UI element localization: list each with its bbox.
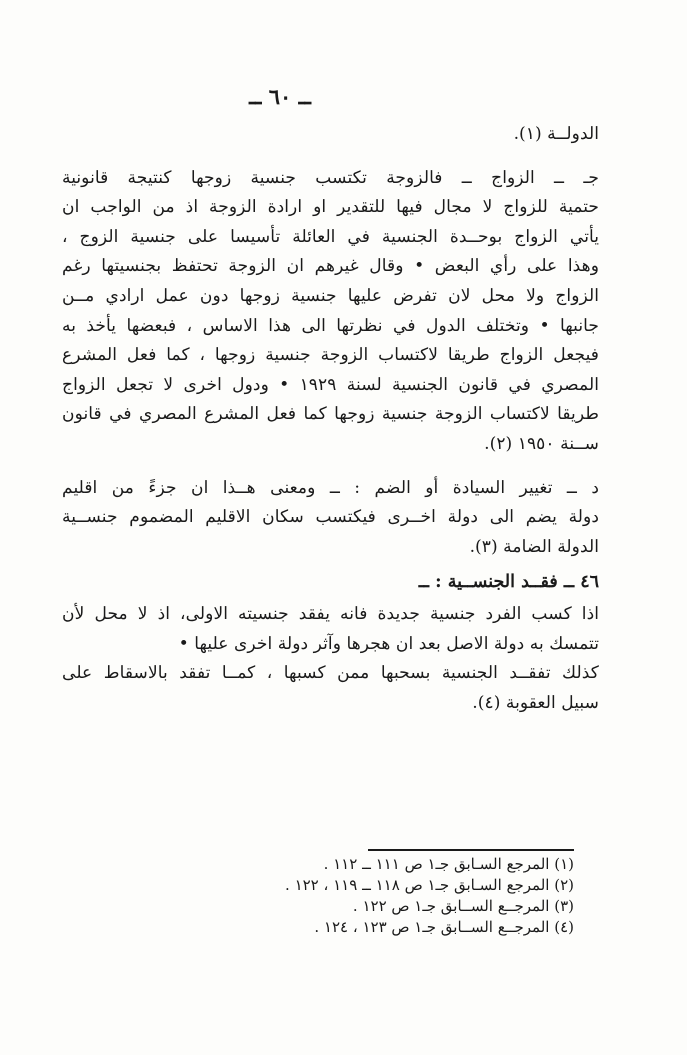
- footnote: (٤) المرجــع الســابق جـ١ ص ١٢٣ ، ١٢٤ .: [314, 918, 574, 936]
- text-line: تتمسك به دولة الاصل بعد ان هجرها وآثر دولة اخرى عليها •: [178, 633, 599, 654]
- footnotes: [80, 854, 574, 938]
- text-line: فيجعل الزواج طريقا لاكتساب الزوجة جنسية زوجها ، كما فعل المشرع: [62, 345, 599, 366]
- footnote-separator: [368, 849, 574, 851]
- body-text: [62, 120, 599, 718]
- text-line: ســنة ١٩٥٠ (٢).: [484, 433, 599, 454]
- page-number: ــ ٦٠ ــ: [249, 84, 311, 109]
- section-heading: ٤٦ ــ فقــد الجنســية : ــ: [418, 572, 599, 593]
- text-line: جـ ــ الزواج ــ فالزوجة تكتسب جنسية زوجها كنتيجة قانونية: [62, 167, 599, 188]
- text-line: جانبها • وتختلف الدول في نظرتها الى هذا الاساس ، فبعضها يأخذ به: [62, 315, 599, 336]
- footnote: (١) المرجع السـابق جـ١ ص ١١١ ــ ١١٢ .: [323, 855, 574, 873]
- text-line: يأتي الزواج بوحــدة الجنسية في العائلة تأسيسا على جنسية الزوج ،: [62, 226, 599, 247]
- text-line: كذلك تفقــد الجنسية بسحبها ممن كسبها ، كمــا تفقد بالاسقاط على: [62, 663, 599, 684]
- text-line: المصري في قانون الجنسية لسنة ١٩٢٩ • ودول اخرى لا تجعل الزواج: [62, 374, 599, 395]
- paragraph-gap: [62, 460, 599, 474]
- footnote: (٢) المرجع السـابق جـ١ ص ١١٨ ــ ١١٩ ، ١٢٢ .: [285, 876, 574, 894]
- text-line: اذا كسب الفرد جنسية جديدة فانه يفقد جنسيته الاولى، اذ لا محل لأن: [62, 603, 599, 624]
- text-line: الدولــة (١).: [513, 124, 599, 144]
- text-line: وهذا على رأي البعض • وقال غيرهم ان الزوجة تحتفظ بجنسيتها رغم: [62, 256, 599, 277]
- text-line: طريقا لاكتساب الزوجة جنسية زوجها كما فعل المشرع المصري في قانون: [62, 404, 599, 425]
- paragraph-gap: [62, 150, 599, 164]
- text-line: الزواج ولا محل لان تفرض عليها جنسية زوجها دون عمل ارادي مــن: [62, 285, 599, 306]
- text-line: حتمية للزواج لا مجال فيها للتقدير او ارادة الزوجة اذ من الواجب ان: [62, 197, 599, 218]
- text-line: دولة يضم الى دولة اخــرى فيكتسب سكان الاقليم المضموم جنســية: [62, 507, 599, 528]
- text-line: سبيل العقوبة (٤).: [472, 692, 599, 713]
- text-line: د ــ تغيير السيادة أو الضم : ــ ومعنى هــذا ان جزءً من اقليم: [62, 477, 599, 498]
- footnote: (٣) المرجــع الســابق جـ١ ص ١٢٢ .: [352, 897, 574, 915]
- text-line: الدولة الضامة (٣).: [469, 536, 599, 557]
